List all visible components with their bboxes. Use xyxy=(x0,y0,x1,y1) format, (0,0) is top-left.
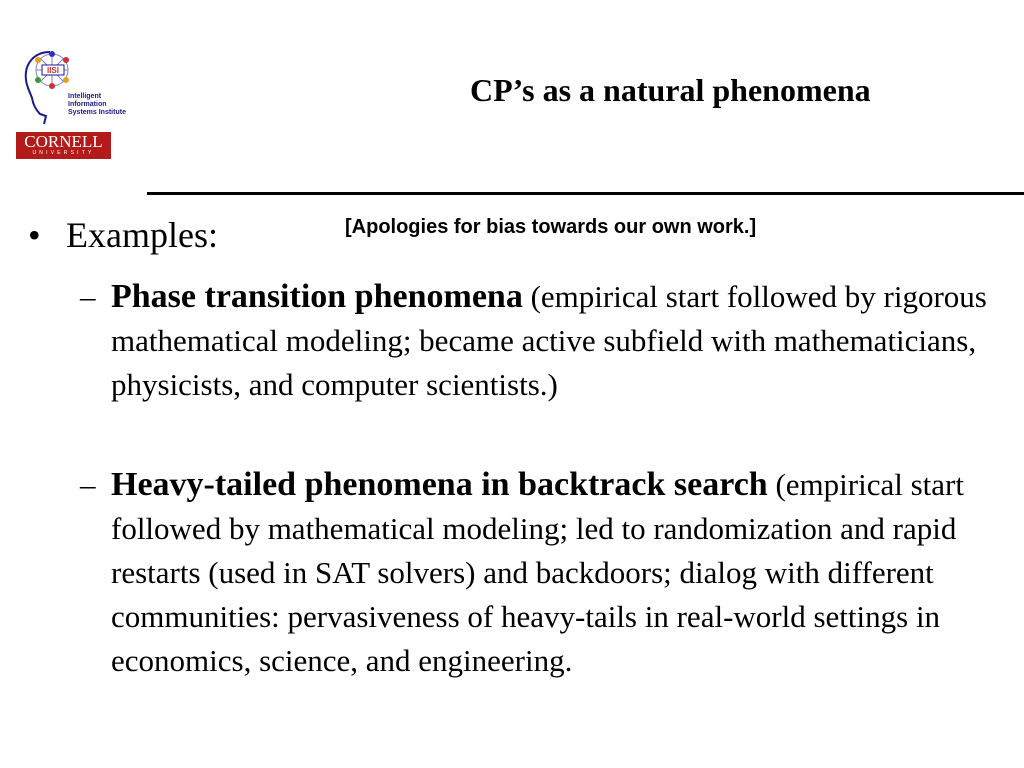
iisi-name xyxy=(68,93,138,117)
apology-note: [Apologies for bias towards our own work.] xyxy=(345,216,757,238)
title-divider xyxy=(147,192,1024,195)
slide-title: CP’s as a natural phenomena xyxy=(470,72,871,108)
cornell-name: CORNELL xyxy=(24,132,103,151)
iisi-name-line2: Systems Institute xyxy=(68,109,126,116)
cornell-university: UNIVERSITY xyxy=(32,150,95,156)
cornell-logo xyxy=(16,132,111,159)
sub-item-phase-transition xyxy=(80,275,1005,407)
iisi-name-line1: Intelligent Information xyxy=(68,93,107,108)
bullet-dot: • xyxy=(28,215,41,255)
sub-item-dash: – xyxy=(80,279,96,314)
bullet-label: Examples: xyxy=(66,215,218,255)
sub-item-body: (empirical start followed by rigorous mathematical modeling; became active subfield with mathematicians, physicists, and computer scientists.) xyxy=(111,279,987,402)
sub-item-dash: – xyxy=(80,467,96,502)
sub-item-heavy-tailed xyxy=(80,463,1005,683)
iisi-logo-text: IISI xyxy=(46,66,60,75)
logo-area xyxy=(12,48,142,163)
sub-item-body: (empirical start followed by mathematical modeling; led to randomization and rapid restarts (used in SAT solvers) and backdoors; dialog with different communities: pervasiveness of heavy-tails in real-world settings in economics, science, and engineering. xyxy=(111,467,964,678)
sub-item-heading: Heavy-tailed phenomena in backtrack search xyxy=(111,466,768,503)
bullet-examples xyxy=(28,212,218,258)
sub-item-heading: Phase transition phenomena xyxy=(111,278,523,315)
